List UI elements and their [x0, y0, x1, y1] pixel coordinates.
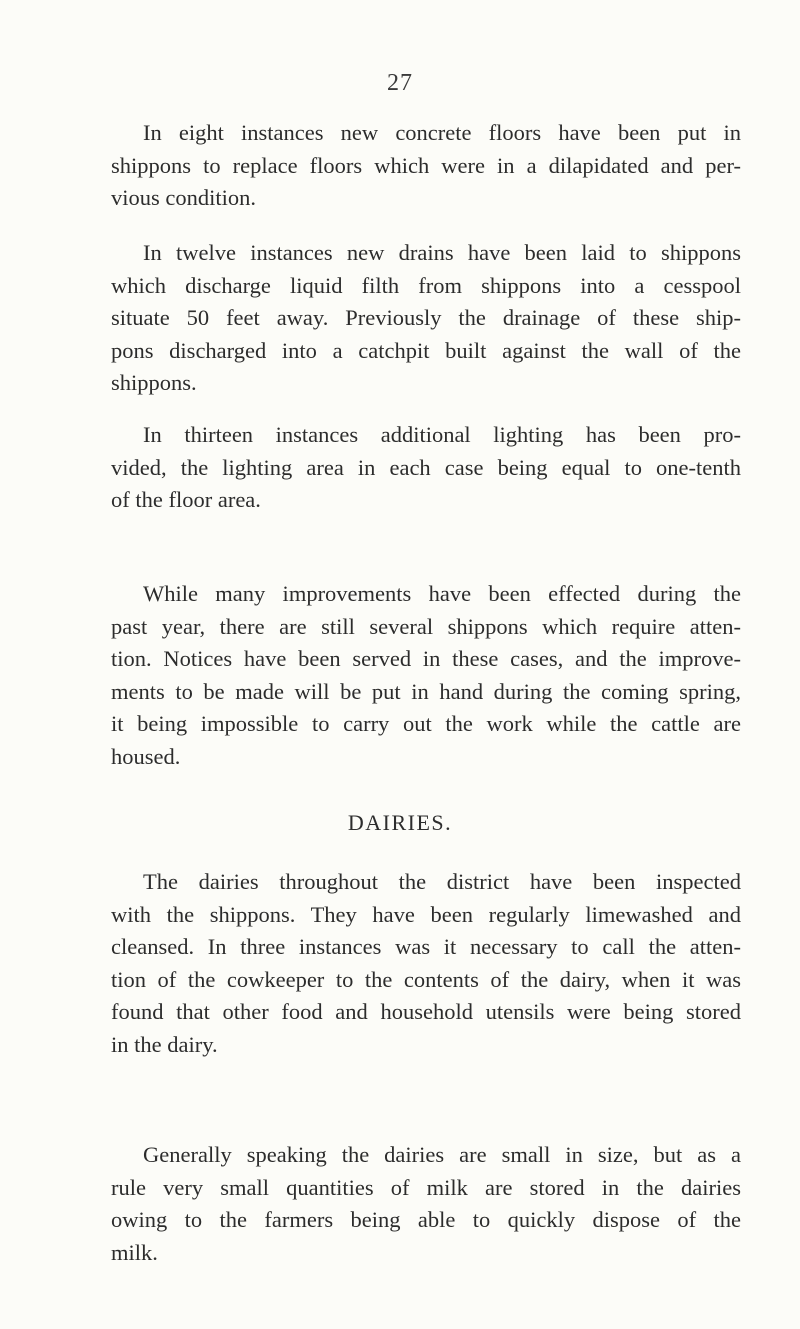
text-line: it being impossible to carry out the work while the cattle are: [111, 711, 741, 736]
text-line: In thirteen instances additional lighting has been pro-: [143, 422, 741, 447]
text-line: tion of the cowkeeper to the contents of the dairy, when it was: [111, 966, 741, 992]
section-heading-dairies: DAIRIES.: [347, 810, 453, 835]
text-line: with the shippons. They have been regularly limewashed and: [111, 901, 741, 927]
text-line: past year, there are still several shippons which require atten-: [111, 613, 741, 639]
text-line: which discharge liquid filth from shippons into a cesspool: [111, 272, 741, 298]
text-line: in the dairy.: [111, 1031, 218, 1057]
text-line: ments to be made will be put in hand during the coming spring,: [111, 678, 741, 704]
paragraph-dairies-size: [111, 1139, 741, 1269]
paragraph-dairies-inspected: [111, 866, 741, 1061]
paragraph-new-drains: [111, 237, 741, 400]
text-line: cleansed. In three instances was it necessary to call the atten-: [111, 934, 741, 959]
text-line: shippons to replace floors which were in a dilapidated and per-: [111, 152, 741, 178]
paragraph-additional-lighting: [111, 419, 741, 517]
text-line: vious condition.: [111, 185, 256, 210]
text-line: tion. Notices have been served in these cases, and the improve-: [111, 646, 741, 671]
text-line: found that other food and household utensils were being stored: [111, 999, 741, 1024]
text-line: shippons.: [111, 370, 197, 395]
text-line: housed.: [111, 743, 181, 769]
text-line: of the floor area.: [111, 487, 261, 512]
text-line: vided, the lighting area in each case being equal to one-tenth: [111, 454, 741, 480]
text-line: situate 50 feet away. Previously the drainage of these ship-: [111, 305, 741, 330]
text-line: rule very small quantities of milk are stored in the dairies: [111, 1174, 741, 1200]
text-line: While many improvements have been effected during the: [143, 581, 741, 606]
page-number: 27: [387, 70, 413, 96]
paragraph-concrete-floors: [111, 117, 741, 215]
text-line: Generally speaking the dairies are small in size, but as a: [143, 1142, 741, 1167]
text-line: In eight instances new concrete floors have been put in: [143, 120, 741, 145]
paragraph-improvements: [111, 578, 741, 773]
text-line: pons discharged into a catchpit built against the wall of the: [111, 337, 741, 363]
text-line: The dairies throughout the district have been inspected: [143, 869, 741, 894]
text-line: owing to the farmers being able to quickly dispose of the: [111, 1207, 741, 1232]
text-line: milk.: [111, 1239, 158, 1265]
text-line: In twelve instances new drains have been laid to shippons: [143, 240, 741, 265]
